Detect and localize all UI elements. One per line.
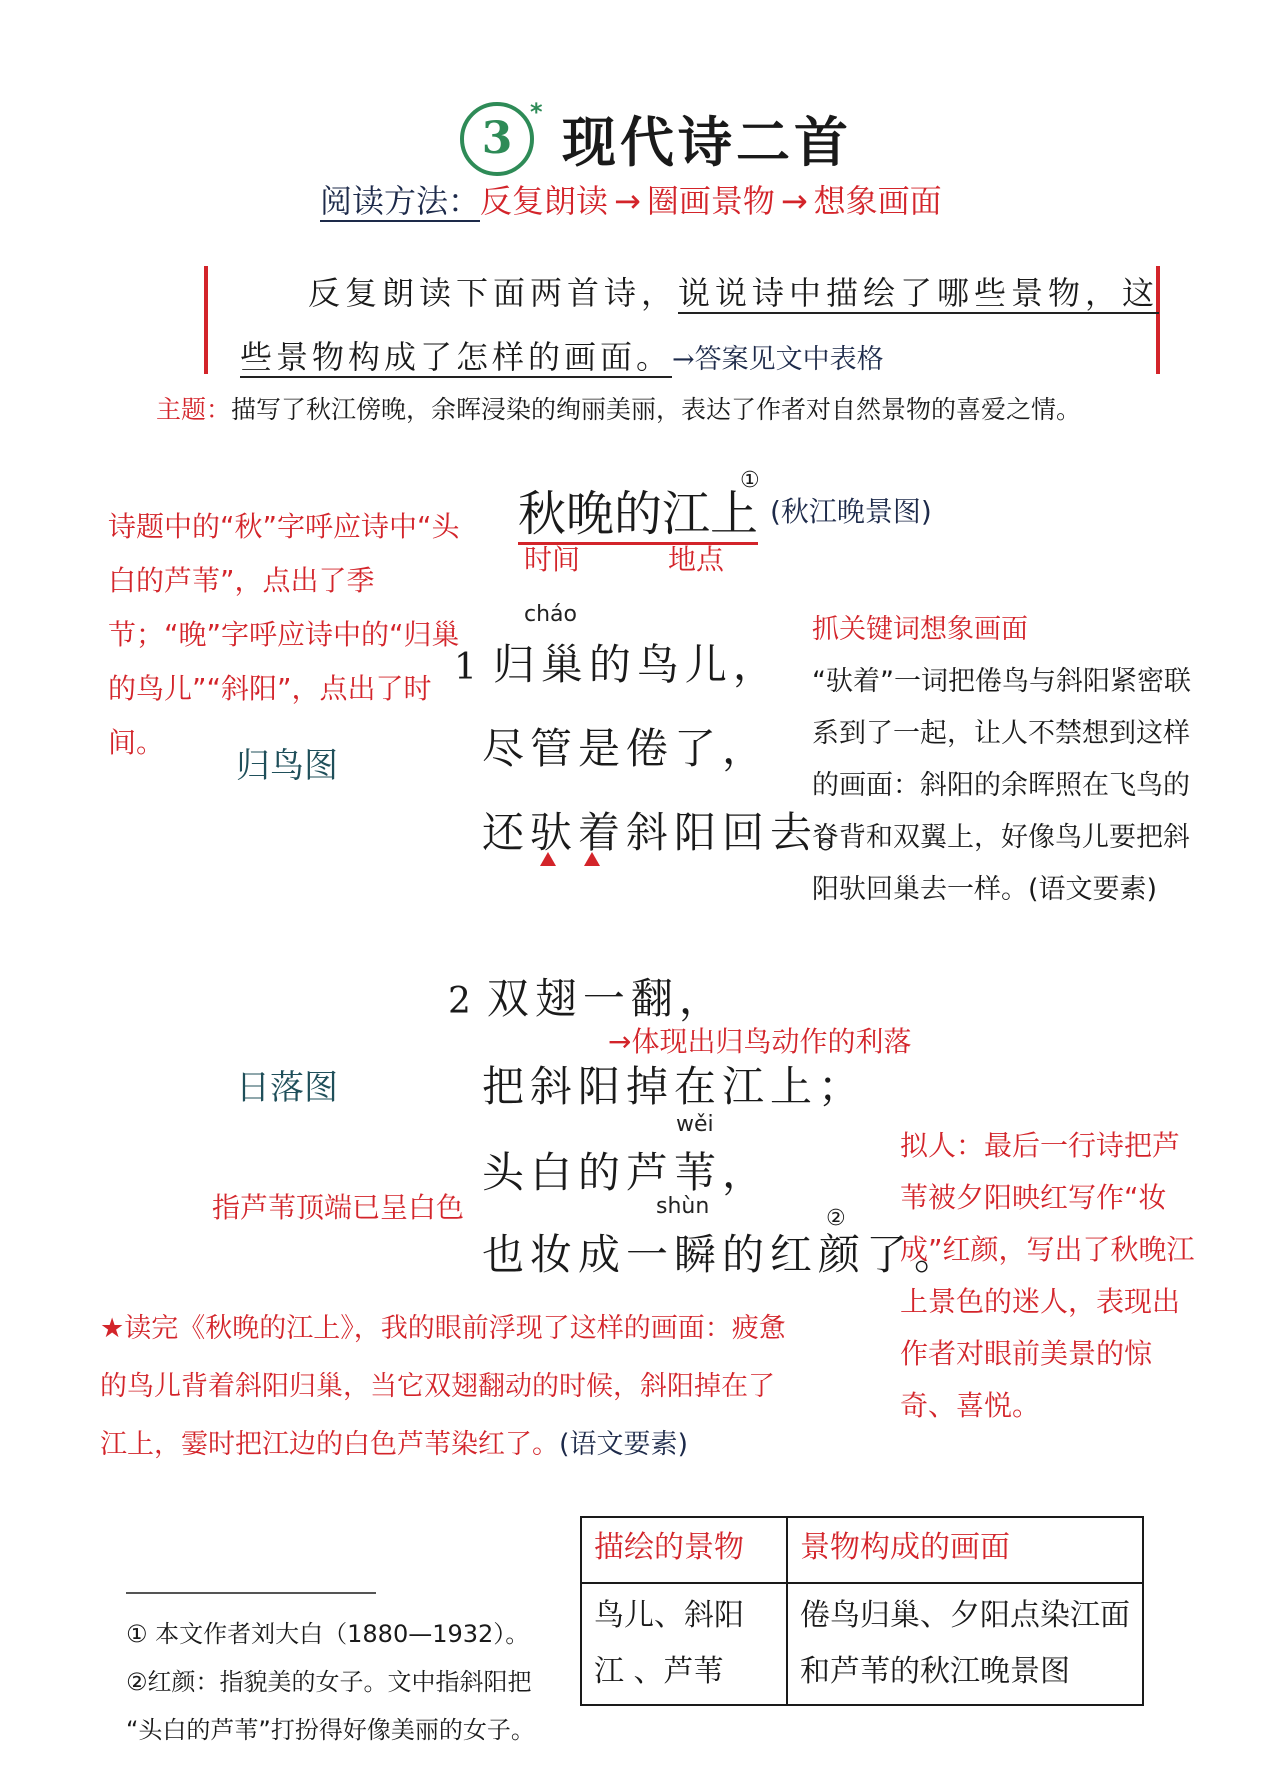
stanza-2-line-4: 也妆成一瞬的红颜了。 — [482, 1230, 963, 1279]
wing-note: →体现出归鸟动作的利落 — [608, 1025, 912, 1058]
pinyin-wei: wěi — [676, 1112, 714, 1137]
poem-subtitle: (秋江晚景图) — [770, 495, 932, 528]
title-explanation-note: 诗题中的“秋”字呼应诗中“头白的芦苇”，点出了季节；“晚”字呼应诗中的“归巢的鸟儿”“斜阳”，点出了时间。 — [108, 510, 460, 759]
poem-title-part-1: 秋晚的 — [518, 486, 662, 545]
lesson-star-mark: * — [530, 98, 543, 126]
personification-note: 拟人：最后一行诗把芦苇被夕阳映红写作“妆成”红颜，写出了秋晚江上景色的迷人，表现出作者对眼前美景的惊奇、喜悦。 — [900, 1129, 1195, 1422]
method-step-2: 圈画景物 — [646, 182, 775, 220]
answer-note: →答案见文中表格 — [672, 344, 884, 375]
stanza-1-line-3: 还驮着斜阳回去。 — [482, 808, 867, 857]
stanza-1-line-2: 尽管是倦了， — [482, 724, 771, 773]
stanza-2-line-2: 把斜阳掉在江上； — [482, 1062, 867, 1111]
question-line-1 — [308, 268, 1159, 314]
footnote-1: ① 本文作者刘大白（1880—1932）。 — [126, 1620, 530, 1648]
reading-method-row — [320, 176, 942, 222]
poem-title — [518, 475, 758, 544]
table-cell-line: 江 、芦苇 — [594, 1654, 724, 1689]
lesson-number-badge: 3 — [460, 102, 534, 176]
theme-label: 主题： — [156, 395, 232, 424]
footnote-mark: ② — [826, 1206, 846, 1231]
scene-label-returning-birds: 归鸟图 — [236, 746, 338, 786]
table-cell-picture — [787, 1583, 1143, 1705]
lesson-title: 现代诗二首 — [562, 110, 852, 174]
table-cell-line: 鸟儿、斜阳 — [594, 1598, 744, 1633]
reflection-body: 疲惫的鸟儿背着斜阳归巢，当它双翅翻动的时候，斜阳掉在了江上，霎时把江边的白色芦苇染红了。 — [100, 1313, 786, 1460]
place-label: 地点 — [668, 543, 725, 576]
footnote-mark: ① — [740, 468, 760, 493]
stanza-1-line-1: 归巢的鸟儿， — [492, 640, 781, 689]
table-header-cell: 景物构成的画面 — [787, 1517, 1143, 1583]
method-step-1: 反复朗读 — [480, 182, 609, 220]
reflection-tag: (语文要素) — [559, 1429, 689, 1460]
table-cell-scenery — [581, 1583, 787, 1705]
scene-table — [580, 1516, 1144, 1706]
question-plain: 反复朗读下面两首诗， — [308, 274, 679, 312]
footnote-divider — [126, 1592, 376, 1594]
keyword-heading: 抓关键词想象画面 — [812, 614, 1028, 645]
time-label: 时间 — [524, 543, 581, 576]
table-header-cell: 描绘的景物 — [581, 1517, 787, 1583]
theme-line — [156, 390, 1081, 426]
pinyin-shun: shùn — [656, 1194, 710, 1219]
arrow-icon: → — [614, 182, 641, 220]
scene-label-sunset: 日落图 — [236, 1068, 338, 1108]
bracket-left — [204, 266, 208, 374]
theme-text: 描写了秋江傍晚，余晖浸染的绚丽美丽，表达了作者对自然景物的喜爱之情。 — [231, 395, 1082, 424]
footnote-2-line-2: “头白的芦苇”打扮得好像美丽的女子。 — [126, 1716, 535, 1744]
stanza-number: 2 — [448, 981, 477, 1022]
emphasis-mark-icon — [584, 852, 600, 866]
emphasis-mark-icon — [540, 852, 556, 866]
footnote-2-line-1: ②红颜：指貌美的女子。文中指斜阳把 — [126, 1668, 532, 1696]
poem-line — [454, 632, 781, 692]
footnotes — [126, 1610, 535, 1754]
stanza-number: 1 — [454, 647, 483, 688]
pinyin-chao: cháo — [524, 602, 577, 627]
poem-line — [448, 966, 727, 1026]
table-cell-line: 倦鸟归巢、夕阳点染江面 — [800, 1598, 1130, 1633]
question-line-2 — [240, 332, 884, 378]
question-underlined-2: 些景物构成了怎样的画面。 — [240, 338, 673, 376]
table-cell-line: 和芦苇的秋江晚景图 — [800, 1654, 1070, 1689]
method-label: 阅读方法： — [320, 182, 481, 220]
keyword-note: “驮着”一词把倦鸟与斜阳紧密联系到了一起，让人不禁想到这样的画面：斜阳的余晖照在飞鸟的脊背和双翼上，好像鸟儿要把斜阳驮回巢去一样。(语文要素) — [812, 666, 1191, 905]
table-header-row — [581, 1517, 1143, 1583]
reflection-block — [100, 1300, 800, 1474]
question-underlined-1: 说说诗中描绘了哪些景物，这 — [678, 274, 1160, 312]
stanza-2-line-1: 双翅一翻， — [486, 974, 727, 1023]
method-step-3: 想象画面 — [813, 182, 942, 220]
table-row — [581, 1583, 1143, 1705]
stanza-2-line-3: 头白的芦苇， — [482, 1148, 771, 1197]
keyword-note-block — [812, 604, 1202, 916]
poem-title-part-2: 江上 — [662, 486, 758, 545]
arrow-icon: → — [780, 182, 808, 220]
reed-note: 指芦苇顶端已呈白色 — [212, 1191, 465, 1224]
reflection-lead: ★读完《秋晚的江上》，我的眼前浮现了这样的画面： — [100, 1313, 732, 1344]
